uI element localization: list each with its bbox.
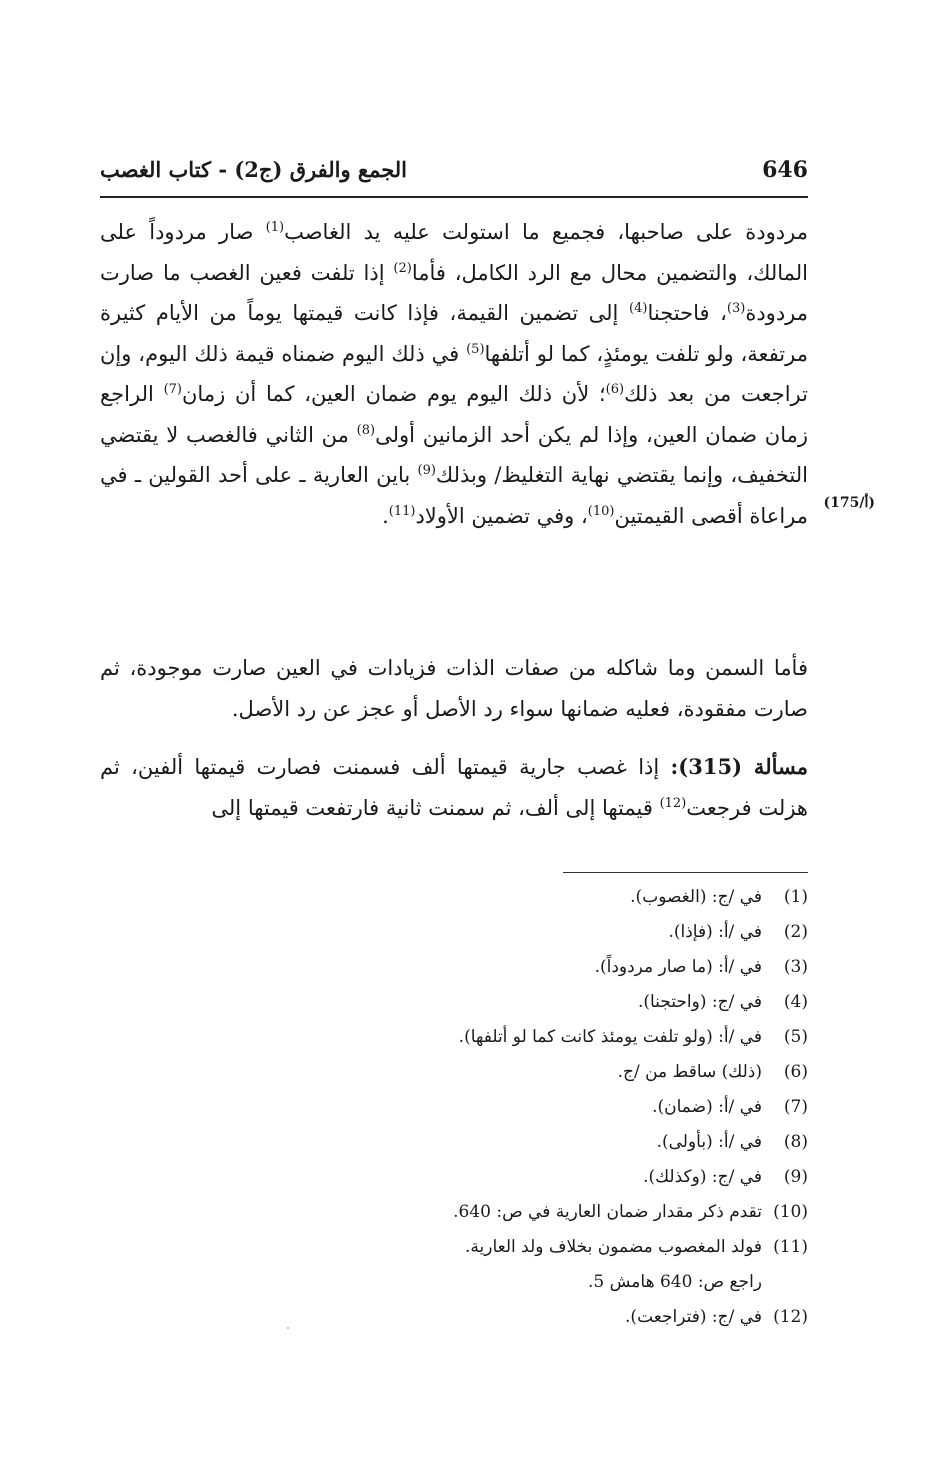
footnote-9 <box>288 1160 808 1195</box>
footnote-number: (7) <box>783 1097 808 1117</box>
footnote-text: تقدم ذكر مقدار ضمان العارية في ص: 640. <box>453 1202 762 1222</box>
footnote-1 <box>288 880 808 915</box>
footnote-text: (ذلك) ساقط من /ج. <box>617 1062 762 1082</box>
footnote-8 <box>288 1125 808 1160</box>
footnote-number: (5) <box>783 1027 808 1047</box>
footnote-number: (1) <box>783 887 808 907</box>
text-segment: صار مردوداً على المالك، والتضمين محال مع الرد الكامل، فأما <box>100 220 809 285</box>
footnote-number: (8) <box>783 1132 808 1152</box>
footnote-12 <box>288 1300 808 1335</box>
footnote-number: (2) <box>783 922 808 942</box>
footnotes-list <box>288 880 808 1335</box>
footnote-text: في /أ: (ضمان). <box>652 1097 762 1117</box>
footnote-text: في /ج: (فتراجعت). <box>625 1307 762 1327</box>
footnote-ref-5[interactable]: (5) <box>466 341 485 357</box>
footnote-ref-7[interactable]: (7) <box>163 382 182 397</box>
text-segment: إلى تضمين القيمة، فإذا كانت قيمتها يوماً من الأيام كثيرة مرتفعة، ولو تلفت يومئذٍ، كما لو أتلفها <box>100 301 808 366</box>
header-rule <box>100 196 808 198</box>
text-segment: ؛ لأن ذلك اليوم يوم ضمان العين، كما أن زمان <box>182 382 606 406</box>
footnote-text: في /أ: (فإذا). <box>668 922 762 942</box>
scan-speck <box>287 1327 289 1329</box>
text-segment: قيمتها إلى ألف، ثم سمنت ثانية فارتفعت قيمتها إلى <box>211 795 660 820</box>
issue-label: مسألة (315): <box>670 754 808 779</box>
footnote-text: في /ج: (واحتجنا). <box>637 992 762 1012</box>
footnote-3 <box>288 950 808 985</box>
footnote-text: في /ج: (الغصوب). <box>630 887 762 907</box>
paragraph-3 <box>100 747 808 828</box>
footnote-number: (12) <box>773 1307 808 1327</box>
paragraph-1 <box>100 212 808 536</box>
manuscript-folio-marker: (175/أ) <box>823 495 875 511</box>
footnote-ref-9[interactable]: (9) <box>417 463 436 478</box>
footnote-ref-6[interactable]: (6) <box>605 382 625 397</box>
footnote-number: (9) <box>783 1167 808 1187</box>
footnote-ref-11[interactable]: (11) <box>388 503 416 519</box>
footnote-10 <box>288 1195 808 1230</box>
running-title: الجمع والفرق (ج2) - كتاب الغصب <box>100 157 408 182</box>
text-segment: . <box>382 503 389 528</box>
paragraph-2: فأما السمن وما شاكله من صفات الذات فزيادات في العين صارت موجودة، ثم صارت مفقودة، فعليه ضمانها سواء رد الأصل أو عجز عن رد الأصل. <box>100 656 808 721</box>
footnote-5 <box>288 1020 808 1055</box>
footnote-2 <box>288 915 808 950</box>
text-segment: من الثاني فالغصب لا يقتضي التخفيف، وإنما يقتضي نهاية التغليظ/ وبذلك <box>100 422 808 487</box>
text-segment: ، وفي تضمين الأولاد <box>415 503 588 528</box>
footnote-ref-8[interactable]: (8) <box>356 422 376 438</box>
text-segment: إذا تلفت فعين الغصب ما صارت مردودة <box>100 260 809 325</box>
footnote-4 <box>288 985 808 1020</box>
footnote-ref-4[interactable]: (4) <box>629 301 648 316</box>
text-segment: باين العارية ـ على أحد القولين ـ في مراعاة أقصى القيمتين <box>100 463 808 528</box>
text-segment: في ذلك اليوم ضمناه قيمة ذلك اليوم، وإن تراجعت من بعد ذلك <box>100 341 808 406</box>
footnote-number: (10) <box>773 1202 808 1222</box>
footnote-ref-10[interactable]: (10) <box>587 503 615 519</box>
footnote-ref-3[interactable]: (3) <box>726 301 746 316</box>
page-header <box>100 150 808 190</box>
footnote-text: في /ج: (وكذلك). <box>643 1167 762 1187</box>
text-segment: ، فاحتجنا <box>647 301 727 325</box>
footnote-ref-12[interactable]: (12) <box>659 795 687 811</box>
footnote-7 <box>288 1090 808 1125</box>
text-segment: إذا غصب جارية قيمتها ألف فسمنت فصارت قيمتها ألفين، ثم هزلت فرجعت <box>100 755 808 820</box>
footnote-ref-1[interactable]: (1) <box>265 220 285 235</box>
page-number: 646 <box>762 157 808 183</box>
footnote-text: في /أ: (بأولى). <box>656 1132 762 1152</box>
footnote-text: في /أ: (ما صار مردوداً). <box>594 957 762 977</box>
footnote-number: (6) <box>783 1062 808 1082</box>
footnote-separator <box>563 872 808 873</box>
footnote-text: في /أ: (ولو تلفت يومئذ كانت كما لو أتلفها). <box>458 1027 762 1047</box>
footnote-text: فولد المغصوب مضمون بخلاف ولد العارية. <box>465 1237 762 1257</box>
text-segment: مردودة على صاحبها، فجميع ما استولت عليه يد الغاصب <box>284 220 808 244</box>
footnote-ref-2[interactable]: (2) <box>393 260 412 276</box>
footnote-11 <box>288 1230 808 1265</box>
footnote-number: (11) <box>773 1237 808 1257</box>
footnote-11-continuation: راجع ص: 640 هامش 5. <box>588 1272 762 1292</box>
footnote-number: (4) <box>783 992 808 1012</box>
footnote-number: (3) <box>783 957 808 977</box>
footnote-6 <box>288 1055 808 1090</box>
text-segment: الراجع زمان ضمان العين، وإذا لم يكن أحد الزمانين أولى <box>100 382 808 447</box>
